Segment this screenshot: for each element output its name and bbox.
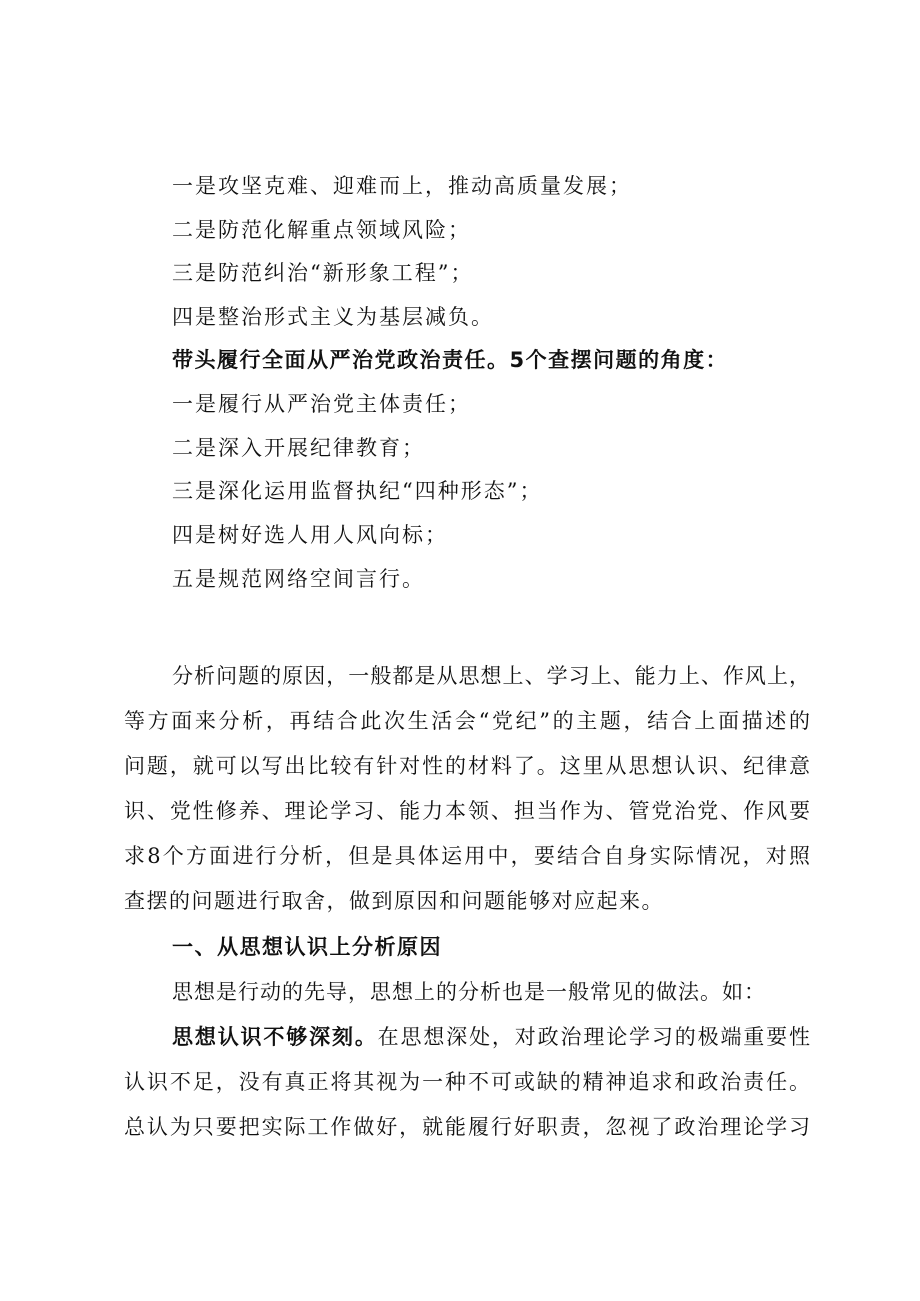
list1-item-3: 三是防范纠治“新形象工程”； [172,261,474,285]
paragraph-line: 等方面来分析，再结合此次生活会“党纪”的主题，结合上面描述的 [124,709,810,733]
paragraph-line: 求8个方面进行分析，但是具体运用中，要结合自身实际情况，对照 [124,844,810,868]
paragraph-line: 识、党性修养、理论学习、能力本领、担当作为、管党治党、作风要 [124,799,810,823]
section-body-line: 总认为只要把实际工作做好，就能履行好职责，忽视了政治理论学习 [124,1115,810,1139]
paragraph-line: 查摆的问题进行取舍，做到原因和问题能够对应起来。 [124,889,664,913]
list2-item-2: 二是深入开展纪律教育； [172,436,425,460]
section-heading-ideological: 一、从思想认识上分析原因 [172,935,442,959]
list1-item-4: 四是整治形式主义为基层减负。 [172,305,494,329]
section-heading-responsibility: 带头履行全面从严治党政治责任。5个查摆问题的角度： [172,348,729,372]
body-line-rest: 在思想深处，对政治理论学习的极端重要性 [377,1025,811,1049]
list1-item-2: 二是防范化解重点领域风险； [172,218,471,242]
list2-item-4: 四是树好选人用人风向标； [172,523,448,547]
body-lead-phrase: 思想认识不够深刻。 [172,1025,378,1049]
list2-item-3: 三是深化运用监督执纪“四种形态”； [172,479,543,503]
section-body-line [172,1023,810,1051]
list1-item-1: 一是攻坚克难、迎难而上，推动高质量发展； [172,174,632,198]
paragraph-line: 问题，就可以写出比较有针对性的材料了。这里从思想认识、纪律意 [124,754,810,778]
section-intro: 思想是行动的先导，思想上的分析也是一般常见的做法。如： [172,980,766,1004]
section-body-line: 认识不足，没有真正将其视为一种不可或缺的精神追求和政治责任。 [124,1070,810,1094]
paragraph-line: 分析问题的原因，一般都是从思想上、学习上、能力上、作风上， [172,664,810,688]
list2-item-1: 一是履行从严治党主体责任； [172,392,471,416]
list2-item-5: 五是规范网络空间言行。 [172,567,425,591]
